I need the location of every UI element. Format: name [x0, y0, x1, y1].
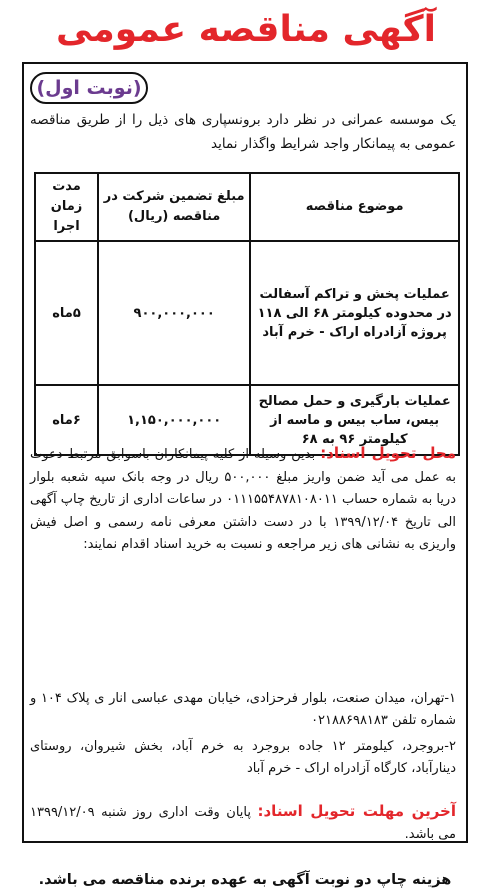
row-amount: ۱,۱۵۰,۰۰۰,۰۰۰ [98, 385, 250, 455]
header-subject: موضوع مناقصه [250, 173, 459, 241]
address-list [30, 688, 456, 784]
row-duration: ۶ماه [35, 385, 98, 455]
delivery-heading: محل تحویل اسناد: [320, 444, 456, 462]
round-badge: (نوبت اول) [30, 72, 148, 104]
row-subject: عملیات بارگیری و حمل مصالح بیس، ساب بیس و ماسه از کیلومتر ۹۶ به ۶۸ [250, 385, 459, 455]
header-amount: مبلغ تضمین شرکت در مناقصه (ریال) [98, 173, 250, 241]
footer-note: هزینه چاپ دو نوبت آگهی به عهده برنده مناقصه می باشد. [38, 872, 452, 888]
intro-text: یک موسسه عمرانی در نظر دارد برونسپاری های ذیل را از طریق مناقصه عمومی به پیمانکار واجد شرایط واگذار نماید [30, 112, 456, 152]
tender-table [34, 172, 460, 456]
deadline-section [30, 800, 456, 846]
table-row [35, 241, 459, 385]
deadline-heading: آخرین مهلت تحویل اسناد: [257, 802, 457, 820]
address-item: ۱-تهران، میدان صنعت، بلوار فرحزادی، خیابان مهدی عباسی انار ی پلاک ۱۰۴ و شماره تلفن ۰۲۱۸۸۶۹۸۱۸۳ [30, 691, 456, 728]
deadline-text: پایان وقت اداری روز شنبه ۱۳۹۹/۱۲/۰۹ می باشد. [30, 805, 456, 842]
row-subject: عملیات پخش و تراکم آسفالت در محدوده کیلومتر ۶۸ الی ۱۱۸ پروژه آزادراه اراک - خرم آباد [250, 241, 459, 385]
delivery-text: بدین وسیله از کلیه پیمانکاران باسوابق مرتبط دعوت به عمل می آید ضمن واریز مبلغ ۵۰۰,۰۰۰ ریال در وجه بانک سپه شعبه بلوار دریا به شماره حساب ۰۱۱۱۵۵۴۸۷۸۱۰۸۰۱۱ در ساعات اداری از تاریخ چاپ آگهی الی تاریخ ۱۳۹۹/۱۲/۰۴ با در دست داشتن معرفی نامه رسمی و اصل فیش واریزی به نشانی های زیر مراجعه و نسبت به خرید اسناد اقدام نمایند: [30, 447, 457, 552]
header-duration: مدت زمان اجرا [35, 173, 98, 241]
address-item: ۲-بروجرد، کیلومتر ۱۲ جاده بروجرد به خرم آباد، بخش شیروان، روستای دینارآباد، کارگاه آزادراه اراک - خرم آباد [30, 739, 456, 776]
row-duration: ۵ماه [35, 241, 98, 385]
row-amount: ۹۰۰,۰۰۰,۰۰۰ [98, 241, 250, 385]
delivery-section [30, 442, 456, 557]
table-header-row [35, 173, 459, 241]
notice-frame [22, 62, 468, 888]
notice-title: آگهی مناقصه عمومی [56, 9, 436, 50]
